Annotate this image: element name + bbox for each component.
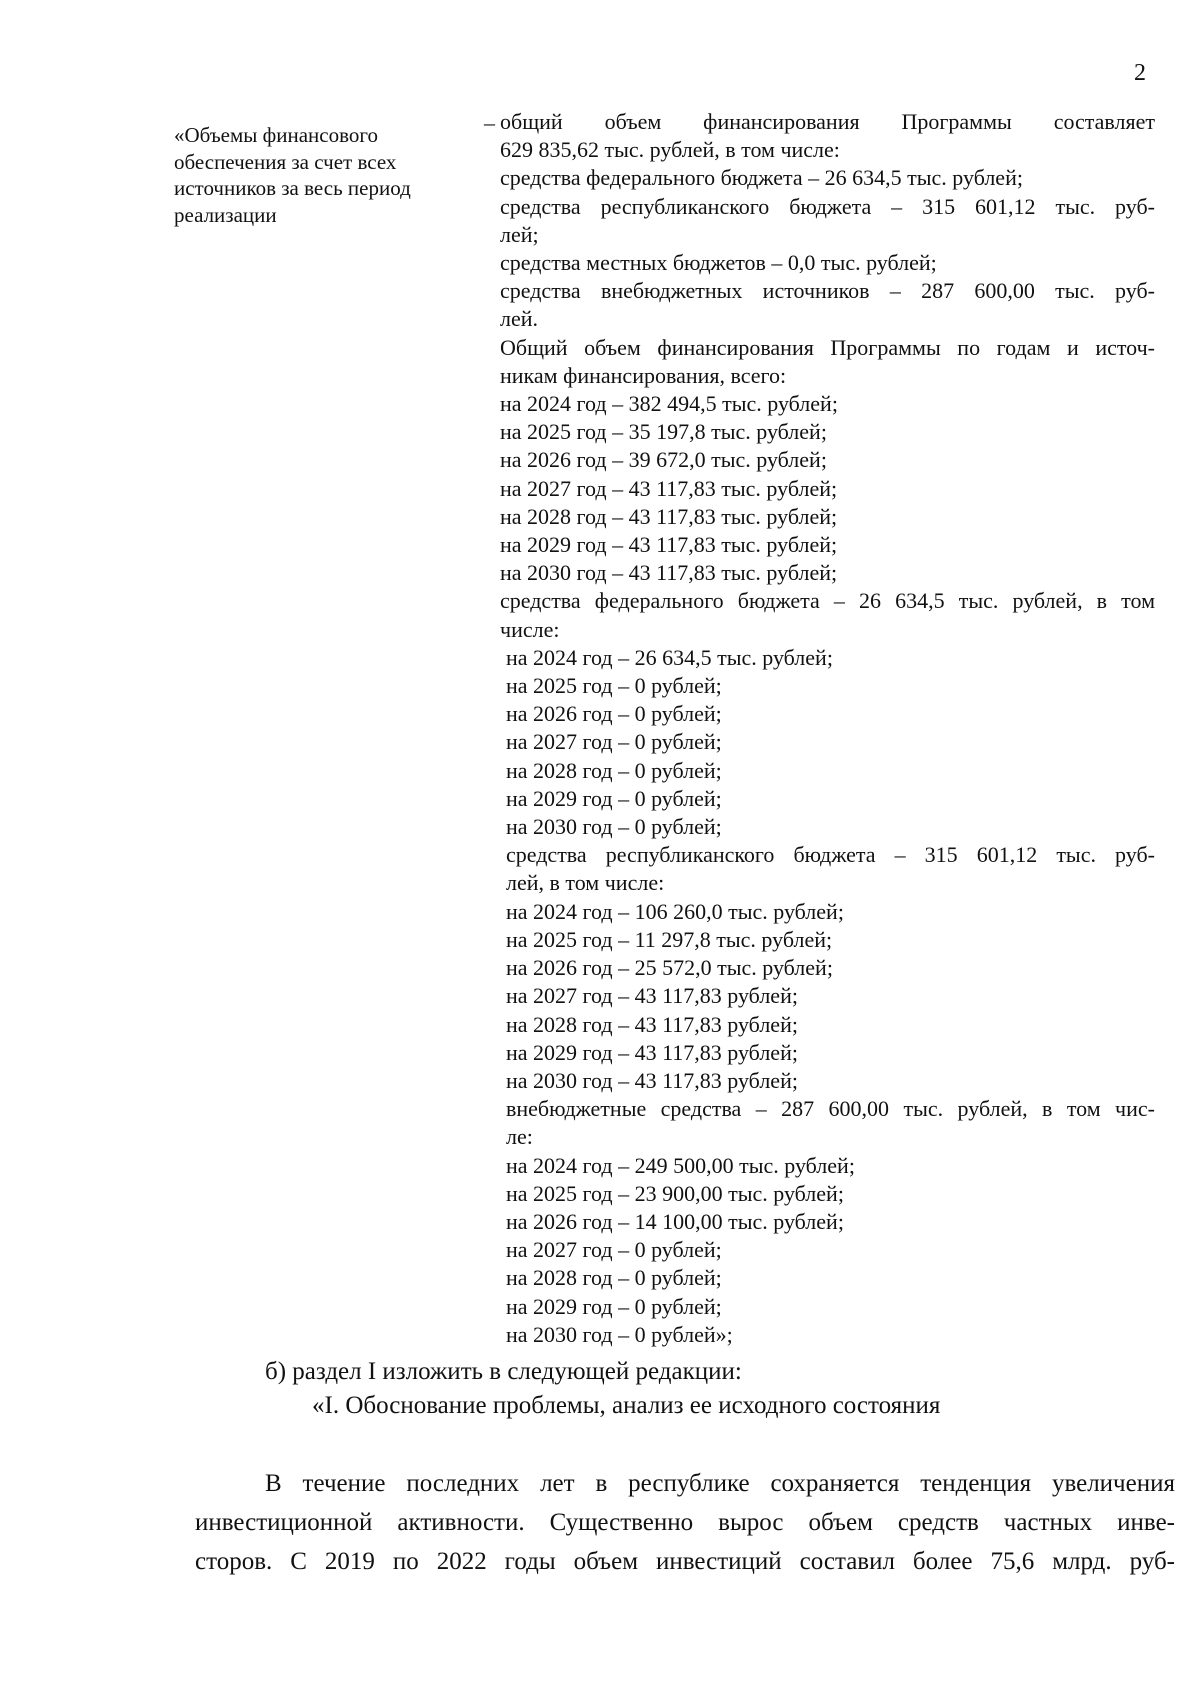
- financing-line: средства федерального бюджета – 26 634,5 тыс. рублей;: [500, 165, 1023, 191]
- financing-line: на 2025 год – 11 297,8 тыс. рублей;: [506, 926, 833, 952]
- list-dash: –: [484, 110, 495, 135]
- subsection-b: б) раздел I изложить в следующей редакции:: [265, 1358, 742, 1385]
- financing-line: на 2025 год – 0 рублей;: [506, 673, 722, 699]
- financing-line: на 2025 год – 35 197,8 тыс. рублей;: [500, 419, 827, 445]
- financing-line: общий объем финансирования Программы составляет: [500, 109, 1155, 134]
- financing-line: на 2027 год – 0 рублей;: [506, 729, 722, 755]
- financing-line: на 2029 год – 0 рублей;: [506, 785, 722, 811]
- financing-line: на 2028 год – 0 рублей;: [506, 1265, 722, 1291]
- financing-line: на 2027 год – 0 рублей;: [506, 1237, 722, 1263]
- financing-line: на 2030 год – 0 рублей;: [506, 814, 722, 840]
- financing-line: на 2024 год – 382 494,5 тыс. рублей;: [500, 391, 838, 417]
- financing-line: средства местных бюджетов – 0,0 тыс. рублей;: [500, 250, 937, 276]
- label-line: реализации: [174, 202, 277, 227]
- financing-line: на 2026 год – 14 100,00 тыс. рублей;: [506, 1208, 844, 1234]
- financing-line: на 2029 год – 43 117,83 рублей;: [506, 1039, 798, 1065]
- financing-line: на 2030 год – 43 117,83 тыс. рублей;: [500, 560, 838, 586]
- financing-line: средства республиканского бюджета – 315 601,12 тыс. руб-: [500, 193, 1155, 219]
- financing-line: ле:: [506, 1124, 533, 1150]
- financing-line: числе:: [500, 616, 560, 642]
- financing-line: на 2026 год – 25 572,0 тыс. рублей;: [506, 955, 833, 981]
- financing-line: на 2027 год – 43 117,83 тыс. рублей;: [500, 475, 838, 501]
- financing-line: внебюджетные средства – 287 600,00 тыс. рублей, в том чис-: [506, 1096, 1155, 1122]
- label-line: источников за весь период: [174, 176, 411, 200]
- financing-line: на 2024 год – 26 634,5 тыс. рублей;: [506, 644, 833, 670]
- financing-line: на 2026 год – 39 672,0 тыс. рублей;: [500, 447, 827, 473]
- section-heading: «I. Обоснование проблемы, анализ ее исходного состояния: [312, 1392, 941, 1419]
- page-number: 2: [1134, 60, 1146, 86]
- financing-line: на 2028 год – 0 рублей;: [506, 757, 722, 783]
- financing-line: на 2026 год – 0 рублей;: [506, 701, 722, 727]
- financing-line: на 2024 год – 106 260,0 тыс. рублей;: [506, 898, 844, 924]
- financing-details: [500, 108, 1155, 1349]
- financing-line: Общий объем финансирования Программы по годам и источ-: [500, 334, 1155, 360]
- financing-line: средства республиканского бюджета – 315 601,12 тыс. руб-: [506, 842, 1155, 868]
- financing-line: на 2030 год – 0 рублей»;: [506, 1321, 733, 1347]
- paragraph-line: инвестиционной активности. Существенно вырос объем средств частных инве-: [195, 1509, 1175, 1536]
- financing-line: на 2029 год – 0 рублей;: [506, 1293, 722, 1319]
- financing-line: 629 835,62 тыс. рублей, в том числе:: [500, 137, 840, 163]
- financing-label: [174, 122, 474, 228]
- financing-line: на 2030 год – 43 117,83 рублей;: [506, 1067, 798, 1093]
- body-paragraph: [195, 1464, 1175, 1581]
- financing-line: средства федерального бюджета – 26 634,5 тыс. рублей, в том: [500, 588, 1155, 614]
- financing-line: средства внебюджетных источников – 287 600,00 тыс. руб-: [500, 278, 1155, 304]
- paragraph-line: сторов. С 2019 по 2022 годы объем инвестиций составил более 75,6 млрд. руб-: [195, 1548, 1175, 1575]
- financing-line: на 2028 год – 43 117,83 тыс. рублей;: [500, 503, 838, 529]
- financing-line: на 2024 год – 249 500,00 тыс. рублей;: [506, 1152, 855, 1178]
- financing-line: лей.: [500, 306, 539, 332]
- financing-line: лей, в том числе:: [506, 870, 665, 896]
- paragraph-line: В течение последних лет в республике сохраняется тенденция увеличения: [265, 1470, 1175, 1497]
- financing-line: на 2029 год – 43 117,83 тыс. рублей;: [500, 532, 838, 558]
- financing-line: на 2028 год – 43 117,83 рублей;: [506, 1011, 798, 1037]
- financing-line: на 2025 год – 23 900,00 тыс. рублей;: [506, 1180, 844, 1206]
- label-line: обеспечения за счет всех: [174, 149, 397, 174]
- financing-line: на 2027 год – 43 117,83 рублей;: [506, 983, 798, 1009]
- financing-line: лей;: [500, 221, 539, 247]
- financing-line: никам финансирования, всего:: [500, 362, 787, 388]
- label-line: «Объемы финансового: [174, 123, 378, 147]
